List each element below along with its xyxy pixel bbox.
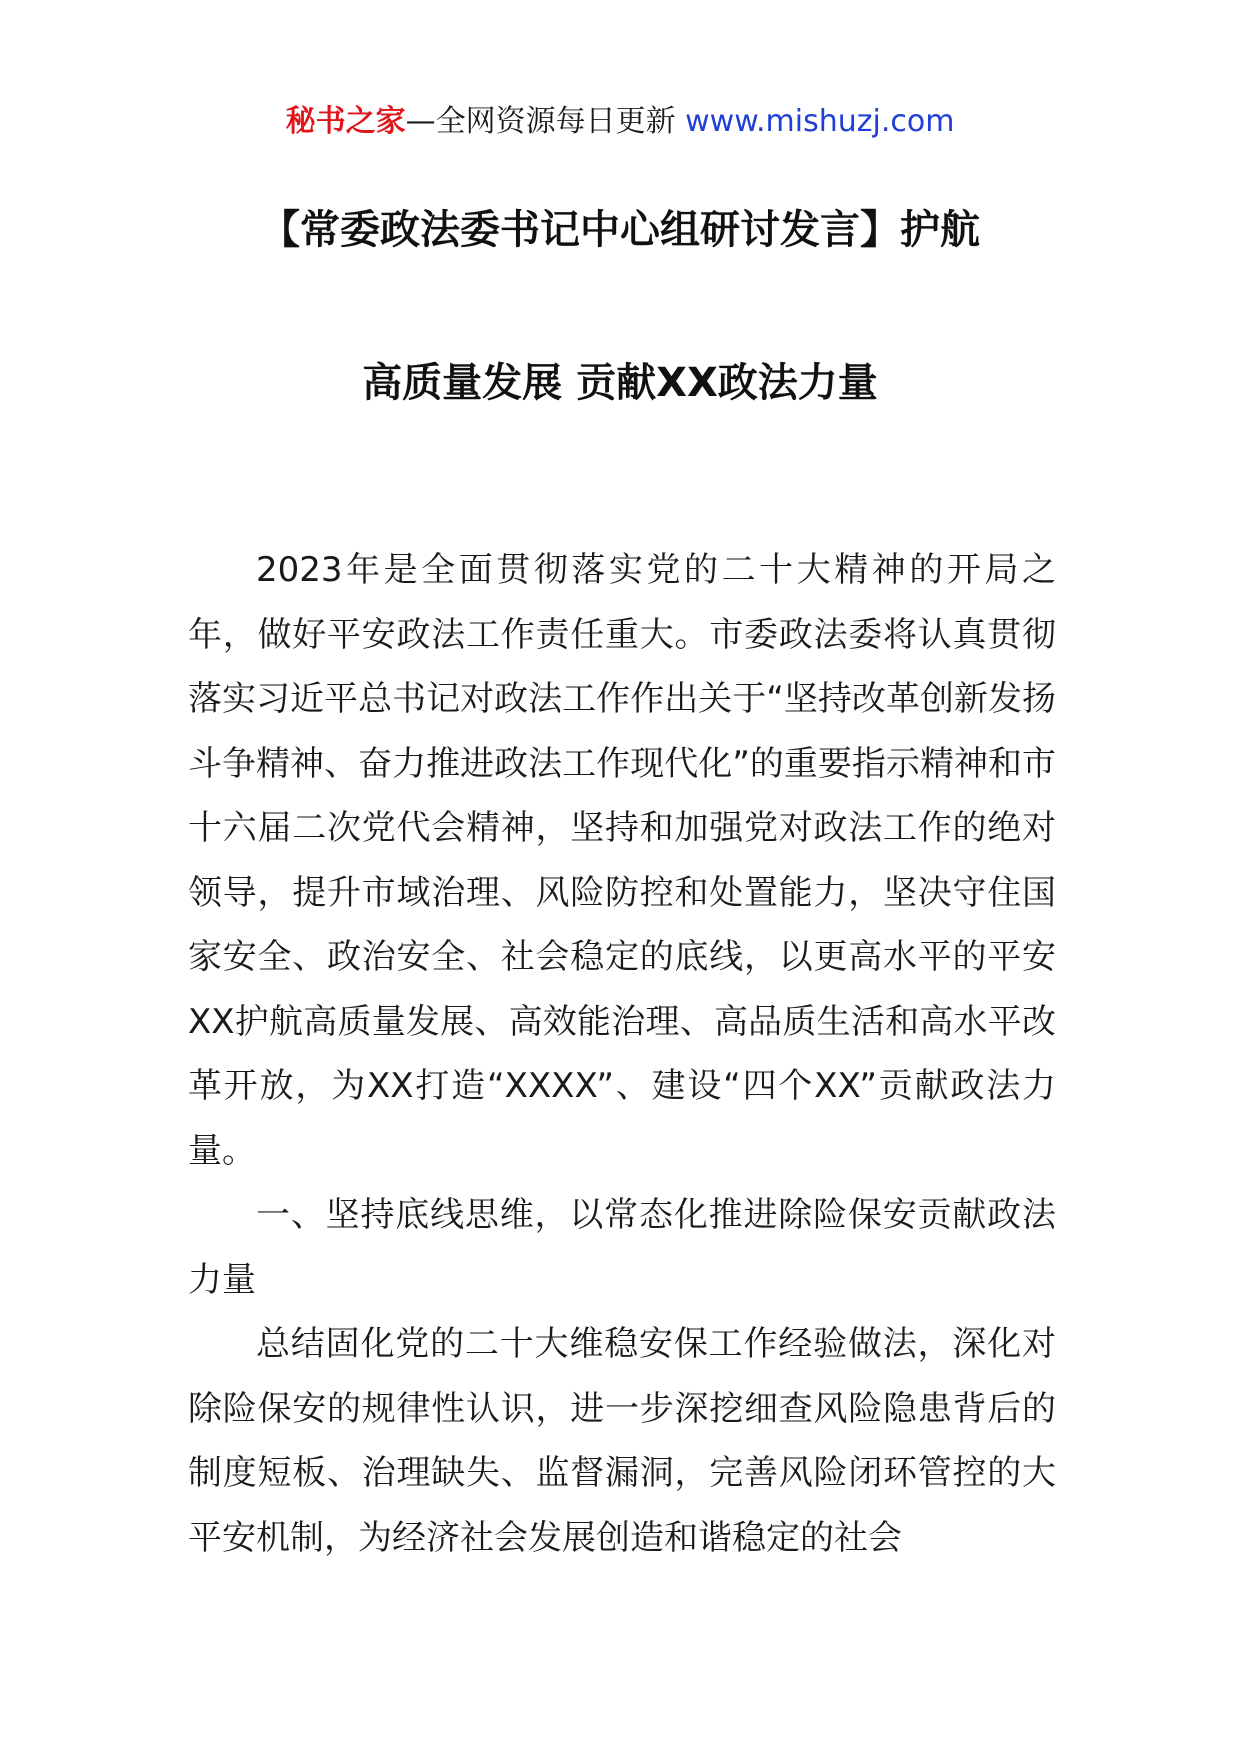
- document-title-line-2: 高质量发展 贡献XX政法力量: [362, 360, 878, 406]
- header-tagline: —全网资源每日更新: [405, 104, 686, 139]
- brand-name: 秘书之家: [285, 104, 406, 139]
- document-title-line-1: 【常委政法委书记中心组研讨发言】护航: [260, 207, 980, 253]
- paragraph-intro: 2023年是全面贯彻落实党的二十大精神的开局之年，做好平安政法工作责任重大。市委政法委将认真贯彻落实习近平总书记对政法工作作出关于“坚持改革创新发扬斗争精神、奋力推进政法工作现代化”的重要指示精神和市十六届二次党代会精神，坚持和加强党对政法工作的绝对领导，提升市域治理、风险防控和处置能力，坚决守住国家安全、政治安全、社会稳定的底线，以更高水平的平安XX护航高质量发展、高效能治理、高品质生活和高水平改革开放，为XX打造“XXXX”、建设“四个XX”贡献政法力量。: [188, 550, 1056, 1171]
- site-url-link[interactable]: www.mishuzj.com: [685, 104, 955, 139]
- document-body: [188, 538, 1056, 1570]
- section-heading-1: 一、坚持底线思维，以常态化推进除险保安贡献政法力量: [188, 1195, 1056, 1300]
- site-header: [0, 100, 1240, 144]
- paragraph-section-1: 总结固化党的二十大维稳安保工作经验做法，深化对除险保安的规律性认识，进一步深挖细查风险隐患背后的制度短板、治理缺失、监督漏洞，完善风险闭环管控的大平安机制，为经济社会发展创造和谐稳定的社会: [188, 1324, 1056, 1558]
